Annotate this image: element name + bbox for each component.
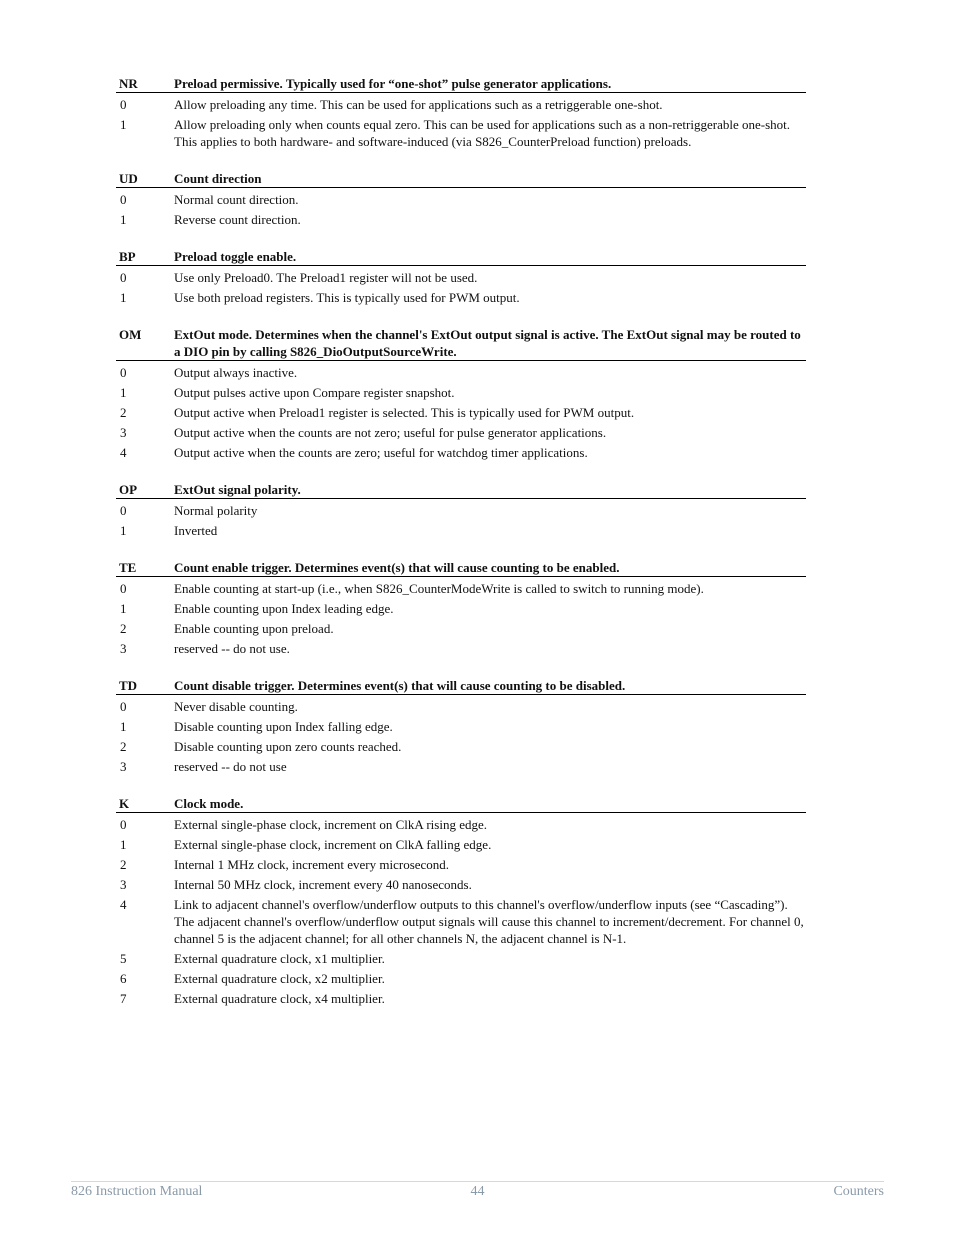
value-row: [116, 269, 806, 286]
value-row: [116, 816, 806, 833]
section-header: [116, 478, 806, 499]
value-number: 1: [120, 719, 127, 734]
value-row: [116, 600, 806, 617]
value-number: 2: [120, 857, 127, 872]
value-description: Use both preload registers. This is typically used for PWM output.: [174, 290, 520, 305]
value-description: Use only Preload0. The Preload1 register will not be used.: [174, 270, 478, 285]
value-description: Reverse count direction.: [174, 212, 301, 227]
value-row: [116, 502, 806, 519]
value-row: [116, 950, 806, 967]
value-row: [116, 289, 806, 306]
value-description: reserved -- do not use.: [174, 641, 290, 656]
value-number: 3: [120, 759, 127, 774]
field-section-td: [116, 674, 806, 775]
value-description: Enable counting upon preload.: [174, 621, 334, 636]
value-description: Disable counting upon zero counts reached.: [174, 739, 402, 754]
value-number: 0: [120, 699, 127, 714]
field-title: ExtOut mode. Determines when the channel's ExtOut output signal is active. The ExtOut signal may be routed to a DIO pin by calling S826_DioOutputSourceWrite.: [174, 327, 801, 359]
value-number: 7: [120, 991, 127, 1006]
value-number: 0: [120, 581, 127, 596]
field-title: Preload toggle enable.: [174, 249, 297, 264]
value-description: Output pulses active upon Compare register snapshot.: [174, 385, 455, 400]
value-row: [116, 444, 806, 461]
section-header: [116, 72, 806, 93]
field-title: Clock mode.: [174, 796, 244, 811]
value-description: External quadrature clock, x1 multiplier.: [174, 951, 385, 966]
value-description: Allow preloading only when counts equal zero. This can be used for applications such as a non-retriggerable one-shot. This applies to both hardware- and software-induced (via S826_CounterPreload function) preloads.: [174, 117, 790, 149]
field-title: Count disable trigger. Determines event(s) that will cause counting to be disabled.: [174, 678, 626, 693]
value-number: 0: [120, 270, 127, 285]
value-number: 2: [120, 739, 127, 754]
value-number: 4: [120, 897, 127, 912]
value-description: Enable counting upon Index leading edge.: [174, 601, 394, 616]
document-body: [116, 72, 806, 1024]
value-number: 1: [120, 212, 127, 227]
value-row: [116, 116, 806, 150]
value-description: Disable counting upon Index falling edge.: [174, 719, 393, 734]
value-row: [116, 836, 806, 853]
field-title: Preload permissive. Typically used for “one-shot” pulse generator applications.: [174, 76, 612, 91]
value-row: [116, 522, 806, 539]
value-description: Internal 50 MHz clock, increment every 40 nanoseconds.: [174, 877, 472, 892]
field-section-bp: [116, 245, 806, 306]
value-number: 4: [120, 445, 127, 460]
value-description: Normal polarity: [174, 503, 258, 518]
value-number: 1: [120, 523, 127, 538]
value-row: [116, 718, 806, 735]
value-number: 0: [120, 97, 127, 112]
value-description: External single-phase clock, increment on ClkA rising edge.: [174, 817, 487, 832]
value-row: [116, 620, 806, 637]
value-description: Output active when Preload1 register is selected. This is typically used for PWM output.: [174, 405, 635, 420]
value-row: [116, 384, 806, 401]
value-row: [116, 896, 806, 947]
field-title: Count enable trigger. Determines event(s) that will cause counting to be enabled.: [174, 560, 620, 575]
value-description: Allow preloading any time. This can be used for applications such as a retriggerable one-shot.: [174, 97, 663, 112]
value-row: [116, 640, 806, 657]
value-description: Enable counting at start-up (i.e., when S826_CounterModeWrite is called to switch to running mode).: [174, 581, 704, 596]
value-row: [116, 738, 806, 755]
value-row: [116, 856, 806, 873]
field-title: Count direction: [174, 171, 262, 186]
value-number: 1: [120, 117, 127, 132]
value-number: 2: [120, 405, 127, 420]
value-row: [116, 96, 806, 113]
field-title: ExtOut signal polarity.: [174, 482, 301, 497]
section-header: [116, 792, 806, 813]
value-number: 1: [120, 290, 127, 305]
value-row: [116, 211, 806, 228]
field-code: OP: [119, 482, 138, 497]
value-description: External single-phase clock, increment on ClkA falling edge.: [174, 837, 492, 852]
value-number: 2: [120, 621, 127, 636]
field-code: BP: [119, 249, 136, 264]
field-code: TE: [119, 560, 137, 575]
value-description: Link to adjacent channel's overflow/underflow outputs to this channel's overflow/underflow inputs (see “Cascading”). The adjacent channel's overflow/underflow output signals will cause this channel to increment/decrement. For channel 0, channel 5 is the adjacent channel; for all other channels N, the adjacent channel is N-1.: [174, 897, 804, 946]
value-number: 0: [120, 503, 127, 518]
value-description: Never disable counting.: [174, 699, 298, 714]
value-number: 3: [120, 641, 127, 656]
field-section-ud: [116, 167, 806, 228]
field-code: OM: [119, 327, 142, 342]
field-section-op: [116, 478, 806, 539]
value-description: External quadrature clock, x2 multiplier.: [174, 971, 385, 986]
value-description: reserved -- do not use: [174, 759, 287, 774]
value-number: 5: [120, 951, 127, 966]
field-section-nr: [116, 72, 806, 150]
value-row: [116, 758, 806, 775]
field-section-k: [116, 792, 806, 1007]
field-code: K: [119, 796, 130, 811]
value-row: [116, 424, 806, 441]
field-code: NR: [119, 76, 138, 91]
value-row: [116, 698, 806, 715]
section-header: [116, 167, 806, 188]
value-number: 0: [120, 365, 127, 380]
value-description: Output active when the counts are not zero; useful for pulse generator applications.: [174, 425, 607, 440]
value-row: [116, 364, 806, 381]
value-number: 0: [120, 817, 127, 832]
value-number: 1: [120, 385, 127, 400]
field-section-te: [116, 556, 806, 657]
value-description: Inverted: [174, 523, 218, 538]
value-number: 1: [120, 601, 127, 616]
page-footer: [71, 1181, 884, 1199]
value-description: Internal 1 MHz clock, increment every microsecond.: [174, 857, 450, 872]
value-description: External quadrature clock, x4 multiplier.: [174, 991, 385, 1006]
value-row: [116, 404, 806, 421]
value-number: 0: [120, 192, 127, 207]
section-header: [116, 245, 806, 266]
footer-manual-title: 826 Instruction Manual: [71, 1184, 203, 1199]
field-code: UD: [119, 171, 138, 186]
value-number: 3: [120, 877, 127, 892]
footer-chapter-title: Counters: [833, 1184, 884, 1199]
value-number: 3: [120, 425, 127, 440]
value-description: Output always inactive.: [174, 365, 298, 380]
value-row: [116, 876, 806, 893]
value-description: Output active when the counts are zero; useful for watchdog timer applications.: [174, 445, 588, 460]
value-row: [116, 580, 806, 597]
value-number: 1: [120, 837, 127, 852]
section-header: [116, 674, 806, 695]
value-row: [116, 191, 806, 208]
footer-page-number: 44: [470, 1184, 485, 1199]
value-description: Normal count direction.: [174, 192, 299, 207]
value-row: [116, 970, 806, 987]
value-row: [116, 990, 806, 1007]
field-code: TD: [119, 678, 138, 693]
value-number: 6: [120, 971, 127, 986]
section-header: [116, 323, 806, 361]
field-section-om: [116, 323, 806, 461]
section-header: [116, 556, 806, 577]
